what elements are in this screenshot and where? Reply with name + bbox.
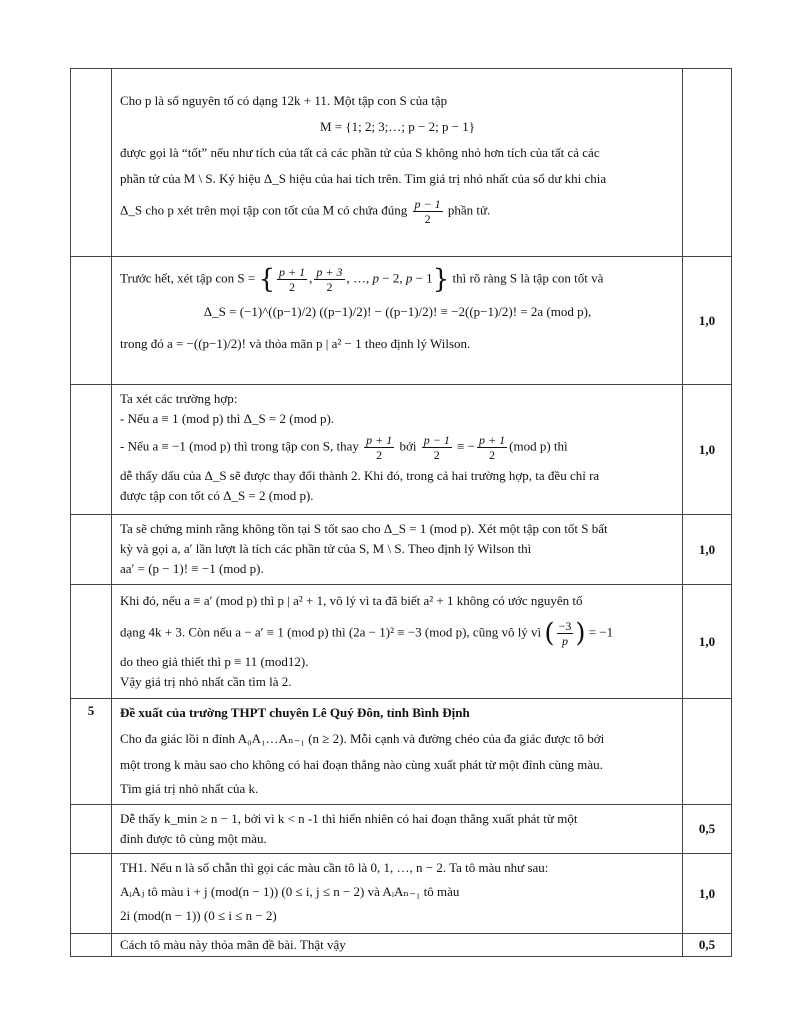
score: 0,5 <box>683 934 732 957</box>
table-row <box>71 934 732 957</box>
solution-step: Khi đó, nếu a ≡ a′ (mod p) thì p | a² + 1, vô lý vì ta đã biết a² + 1 không có ước nguyên tố dạng 4k + 3. Còn nếu a − a′ ≡ 1 (mod p) thì (2a − 1)² ≡ −3 (mod p), cũng vô lý vì ( $\frac{-3}{p}$ ) = −1 do theo giả thiết thì p ≡ 11 (mod12). Vậy giá trị nhỏ nhất cần tìm là 2. <box>112 585 683 699</box>
solution-step: TH1. Nếu n là số chẵn thì gọi các màu cần tô là 0, 1, …, n − 2. Ta tô màu như sau: AᵢAⱼ tô màu i + j (mod(n − 1)) (0 ≤ i, j ≤ n − 2) và AᵢAₙ₋₁ tô màu 2i (mod(n − 1)) (0 ≤ i ≤ n − 2) <box>112 854 683 934</box>
solution-step: Dễ thấy k_min ≥ n − 1, bởi vì k < n -1 thì hiển nhiên có hai đoạn thẳng xuất phát từ một đỉnh được tô cùng một màu. <box>112 805 683 854</box>
table-row <box>71 515 732 585</box>
score: 0,5 <box>683 805 732 854</box>
score: 1,0 <box>683 385 732 515</box>
solution-step: Ta xét các trường hợp: - Nếu a ≡ 1 (mod p) thì Δ_S = 2 (mod p). - Nếu a ≡ −1 (mod p) thì trong tập con S, thay $\frac{p + 1}{2}$ bởi $\frac{p - 1}{2}$ ≡ − $\frac{p + 1}{2}$ (mod p) thì dễ thấy dấu của Δ_S sẽ được thay đổi thành 2. Khi đó, trong cả hai trường hợp, ta đều chỉ ra được tập con tốt có Δ_S = 2 (mod p). <box>112 385 683 515</box>
score: 1,0 <box>683 257 732 385</box>
table-row <box>71 805 732 854</box>
solution-step: Ta sẽ chứng minh rằng không tồn tại S tốt sao cho Δ_S = 1 (mod p). Xét một tập con tốt S bất kỳ và gọi a, a′ lần lượt là tích các phần tử của S, M \ S. Theo định lý Wilson thì aa′ = (p − 1)! ≡ −1 (mod p). <box>112 515 683 585</box>
problem-number: 5 <box>71 699 112 805</box>
problem-source-title: Đề xuất của trường THPT chuyên Lê Quý Đôn, tỉnh Bình Định <box>120 705 470 720</box>
score: 1,0 <box>683 515 732 585</box>
formula: Δ_S = (−1)^((p−1)/2) ((p−1)/2)! − ((p−1)/2)! ≡ −2((p−1)/2)! = 2a (mod p), <box>203 304 592 319</box>
statement-line: được gọi là “tốt” nếu như tích của tất cả các phần tử của S không nhỏ hơn tích của tất cả các <box>120 145 600 160</box>
table-row <box>71 257 732 385</box>
solution-step: Cách tô màu này thỏa mãn đề bài. Thật vậy <box>112 934 683 957</box>
table-row <box>71 854 732 934</box>
statement-line: phần tử của M \ S. Ký hiệu Δ_S hiệu của hai tích trên. Tìm giá trị nhỏ nhất của số dư khi chia <box>120 171 607 186</box>
problem-statement-cell: Đề xuất của trường THPT chuyên Lê Quý Đôn, tỉnh Bình Định Cho đa giác lồi n đỉnh A₀A₁…Aₙ₋₁ (n ≥ 2). Mỗi cạnh và đường chéo của đa giác được tô bởi một trong k màu sao cho không có hai đoạn thẳng nào cùng xuất phát từ một đỉnh cùng màu. Tìm giá trị nhỏ nhất của k. <box>112 699 683 805</box>
problem-statement-cell <box>112 69 683 257</box>
table-row <box>71 585 732 699</box>
solution-table <box>70 68 732 957</box>
table-row <box>71 69 732 257</box>
score: 1,0 <box>683 854 732 934</box>
problem-number-cell <box>71 69 112 257</box>
table-row <box>71 699 732 805</box>
statement-line: phần tử. <box>447 202 491 218</box>
score-cell <box>683 69 732 257</box>
score: 1,0 <box>683 585 732 699</box>
table-row <box>71 385 732 515</box>
statement-line: Δ_S cho p xét trên mọi tập con tốt của M có chứa đúng <box>120 202 408 218</box>
set-definition: M = {1; 2; 3;…; p − 2; p − 1} <box>319 119 476 134</box>
fraction: $\frac{p - 1}{2}$ <box>414 197 441 226</box>
solution-step: Trước hết, xét tập con S = { $\frac{p + 1}{2}$ , $\frac{p + 3}{2}$ , …, p − 2, p − 1} thì rõ ràng S là tập con tốt và Δ_S = (−1)^((p−1)/2) ((p−1)/2)! − ((p−1)/2)! ≡ −2((p−1)/2)! = 2a (mod p), trong đó a = −((p−1)/2)! và thỏa mãn p | a² − 1 theo định lý Wilson. <box>112 257 683 385</box>
statement-line: Cho p là số nguyên tố có dạng 12k + 11. Một tập con S của tập <box>120 93 448 108</box>
